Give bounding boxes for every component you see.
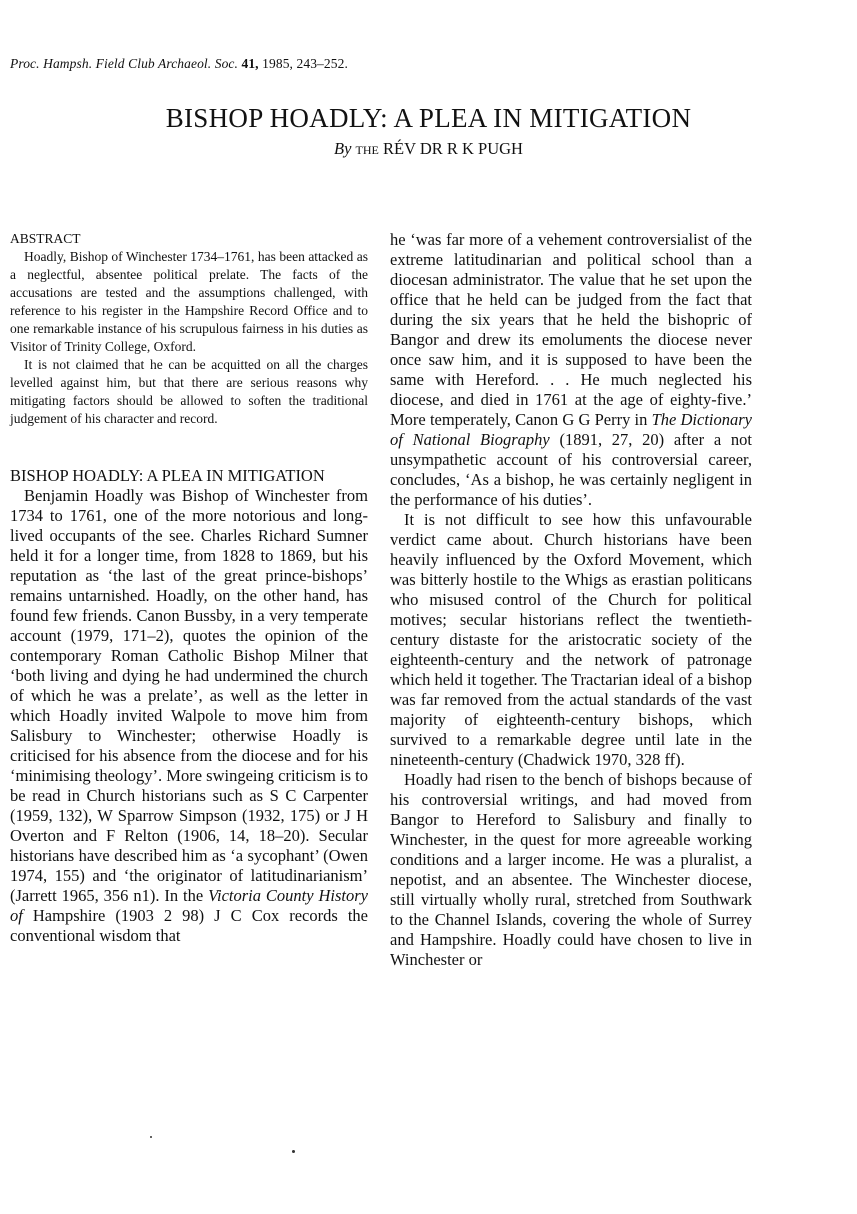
citation-volume: 41,: [241, 56, 259, 71]
right-paragraph-1: [390, 230, 752, 510]
scan-speck: [292, 1150, 295, 1153]
right-p1-text-a: he ‘was far more of a vehement controversialist of the extreme latitudinarian and political school than a diocesan administrator. The value that he set upon the office that he held can be judged from the fact that during the six years that he held the bishopric of Bangor and drew its emoluments the diocese never once saw him, and it is supposed to have been the same with Hereford. . . He much neglected his diocese, and died in 1761 at the age of eighty-five.’ More temperately, Canon G G Perry in: [390, 230, 752, 429]
byline-author: the RÉV DR R K PUGH: [355, 139, 523, 158]
left-p1-text-a: Benjamin Hoadly was Bishop of Winchester from 1734 to 1761, one of the more notorious and long-lived occupants of the see. Charles Richard Sumner held it for a longer time, from 1828 to 1869, but his reputation as ‘the last of the great prince-bishops’ remains untarnished. Hoadly, on the other hand, has found few friends. Canon Bussby, in a very temperate account (1979, 171–2), quotes the opinion of the contemporary Roman Catholic Bishop Milner that ‘both living and dying he had undermined the church of which he was a prelate’, as well as the letter in which Hoadly invited Walpole to move him from Salisbury to Winchester; otherwise Hoadly is criticised for his absence from the diocese and for his ‘minimising theology’. More swingeing criticism is to be read in Church historians such as S C Carpenter (1959, 132), W Sparrow Simpson (1932, 175) or J H Overton and F Relton (1906, 14, 18–20). Secular historians have described him as ‘a sycophant’ (Owen 1974, 155) and ‘the originator of latitudinarianism’ (Jarrett 1965, 356 n1). In the: [10, 486, 368, 905]
citation-journal: Proc. Hampsh. Field Club Archaeol. Soc.: [10, 56, 238, 71]
citation-pages: 1985, 243–252.: [262, 56, 348, 71]
left-p1-italic: Victoria County History of: [10, 886, 368, 925]
right-paragraph-2: It is not difficult to see how this unfavourable verdict came about. Church historians have been heavily influenced by the Oxford Movement, which was bitterly hostile to the Whigs as erastian politicans who misused control of the Church for political motives; secular historians reflect the twentieth-century distaste for the aristocratic society of the eighteenth-century and the network of patronage which held it together. The Tractarian ideal of a bishop was far removed from the actual standards of the vast majority of eighteenth-century bishops, which survived to a remarkable degree until late in the nineteenth-century (Chadwick 1970, 328 ff).: [390, 510, 752, 769]
right-body-text: [390, 230, 752, 970]
abstract-paragraph-1: Hoadly, Bishop of Winchester 1734–1761, has been attacked as a neglectful, absentee political prelate. The facts of the accusations are tested and the assumptions challenged, with reference to his register in the Hampshire Record Office and to one remarkable instance of his scrupulous fairness in his duties as Visitor of Trinity College, Oxford.: [10, 249, 368, 354]
abstract-heading: ABSTRACT: [10, 231, 81, 246]
journal-citation: [10, 56, 348, 72]
scan-speck: [150, 1136, 152, 1138]
abstract: [10, 230, 368, 428]
section-heading: BISHOP HOADLY: A PLEA IN MITIGATION: [10, 466, 325, 485]
abstract-paragraph-2: It is not claimed that he can be acquitted on all the charges levelled against him, but that there are serious reasons why mitigating factors should be allowed to soften the traditional judgement of his character and record.: [10, 357, 368, 426]
article-title: BISHOP HOADLY: A PLEA IN MITIGATION: [165, 103, 692, 133]
right-paragraph-3: Hoadly had risen to the bench of bishops because of his controversial writings, and had moved from Bangor to Hereford to Salisbury and finally to Winchester, in the quest for more agreeable working conditions and a larger income. He was a pluralist, a nepotist, and an absentee. The Winchester diocese, still virtually wholly rural, stretched from Southwark to the Channel Islands, covering the whole of Surrey and Hampshire. Hoadly could have chosen to live in Winchester or: [390, 770, 752, 969]
left-p1-text-b: Hampshire (1903 2 98) J C Cox records the conventional wisdom that: [10, 906, 368, 945]
left-column: [10, 230, 368, 946]
left-body-text: [10, 486, 368, 946]
article-byline: [0, 139, 857, 159]
right-column: [390, 230, 752, 970]
right-p1-italic: The Dictionary of National Biography: [390, 410, 752, 449]
right-p1-text-b: (1891, 27, 20) after a not unsympathetic account of his controversial career, concludes, ‘As a bishop, he was certainly negligent in the performance of his duties’.: [390, 430, 752, 509]
left-paragraph-1: [10, 486, 368, 946]
byline-by: By: [334, 139, 352, 158]
